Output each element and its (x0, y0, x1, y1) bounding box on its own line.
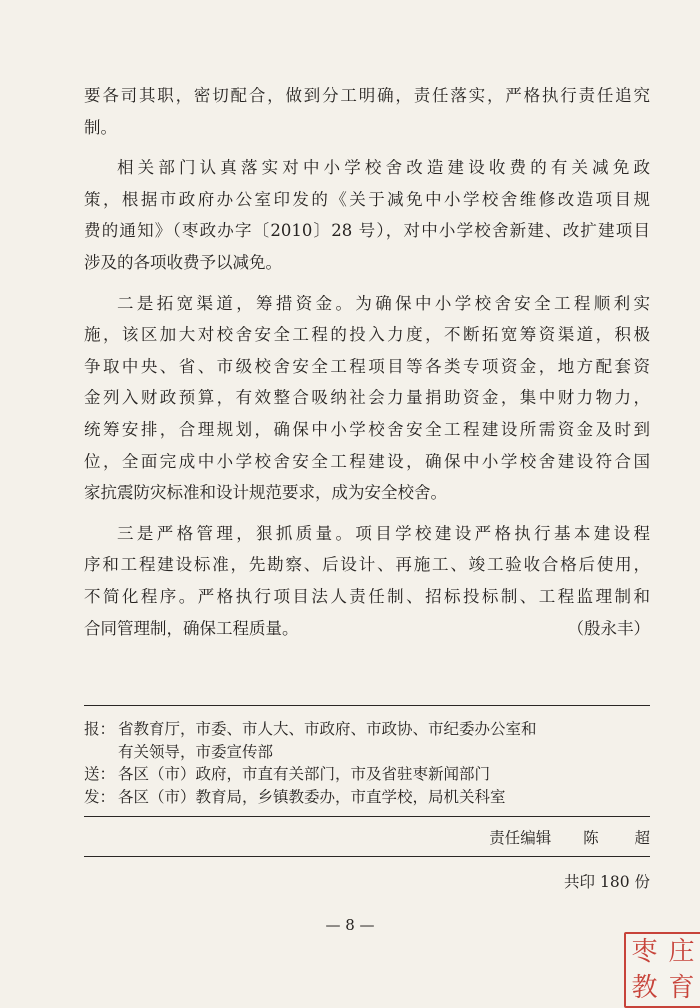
stamp-char: 枣 (631, 937, 658, 967)
distribution-block (84, 718, 650, 808)
send-text: 各区（市）政府，市直有关部门，市及省驻枣新闻部门 (118, 765, 491, 783)
stamp-char: 庄 (668, 937, 695, 967)
text-line: 位，全面完成中小学校舍安全工程建设，确保中小学校舍建设符合国 (84, 451, 650, 471)
text-line: 策，根据市政府办公室印发的《关于减免中小学校舍维修改造项目规 (84, 189, 650, 209)
text-line: 不简化程序。严格执行项目法人责任制、招标投标制、工程监理制和 (84, 586, 650, 606)
send-row (84, 763, 650, 786)
divider-top (84, 705, 650, 706)
text-line: 费的通知》（枣政办字〔2010〕28 号），对中小学校舍新建、改扩建项目 (84, 221, 650, 241)
text-line: 施，该区加大对校舍安全工程的投入力度，不断拓宽筹资渠道，积极 (84, 325, 650, 345)
text-line: 合同管理制，确保工程质量。 (84, 618, 299, 638)
author-signature: （殷永丰） (567, 618, 650, 638)
issue-label: 发： (84, 787, 116, 806)
text-line: 统筹安排，合理规划，确保中小学校舍安全工程建设所需资金及时到 (84, 419, 650, 439)
issue-row (84, 786, 650, 809)
stamp-char: 育 (668, 973, 695, 1003)
seal-stamp (624, 932, 700, 1008)
page-number: — 8 — (325, 916, 375, 934)
editor-name-first: 陈 (583, 829, 599, 847)
editor-name-second: 超 (634, 829, 650, 847)
text-line: 争取中央、省、市级校舍安全工程项目等各类专项资金，地方配套资 (84, 356, 650, 376)
text-line: 三是严格管理，狠抓质量。项目学校建设严格执行基本建设程 (117, 523, 650, 543)
divider-middle (84, 816, 650, 817)
text-line: 金列入财政预算，有效整合吸纳社会力量捐助资金，集中财力物力， (84, 388, 650, 408)
text-line: 序和工程建设标准，先勘察、后设计、再施工、竣工验收合格后使用， (84, 555, 650, 575)
text-line: 二是拓宽渠道，筹措资金。为确保中小学校舍安全工程顺利实 (117, 293, 650, 313)
text-line: 相关部门认真落实对中小学校舍改造建设收费的有关减免政 (117, 158, 650, 178)
text-line: 涉及的各项收费予以减免。 (84, 252, 282, 272)
stamp-char: 教 (631, 973, 658, 1003)
responsible-editor (489, 826, 650, 848)
report-text: 省教育厅，市委、市人大、市政府、市政协、市纪委办公室和 (118, 720, 537, 738)
report-row-continued: 有关领导，市委宣传部 (118, 742, 274, 761)
divider-bottom (84, 856, 650, 857)
print-count: 共印 180 份 (564, 873, 650, 891)
issue-text: 各区（市）教育局，乡镇教委办，市直学校，局机关科室 (118, 787, 506, 806)
send-label: 送： (84, 765, 116, 783)
report-row (84, 718, 650, 741)
text-line: 家抗震防灾标准和设计规范要求，成为安全校舍。 (84, 483, 447, 503)
article-body (84, 80, 650, 644)
text-line: 制。 (84, 117, 117, 137)
report-label: 报： (84, 720, 116, 738)
text-line: 要各司其职，密切配合，做到分工明确，责任落实，严格执行责任追究 (84, 86, 650, 105)
editor-label: 责任编辑 (489, 829, 552, 847)
